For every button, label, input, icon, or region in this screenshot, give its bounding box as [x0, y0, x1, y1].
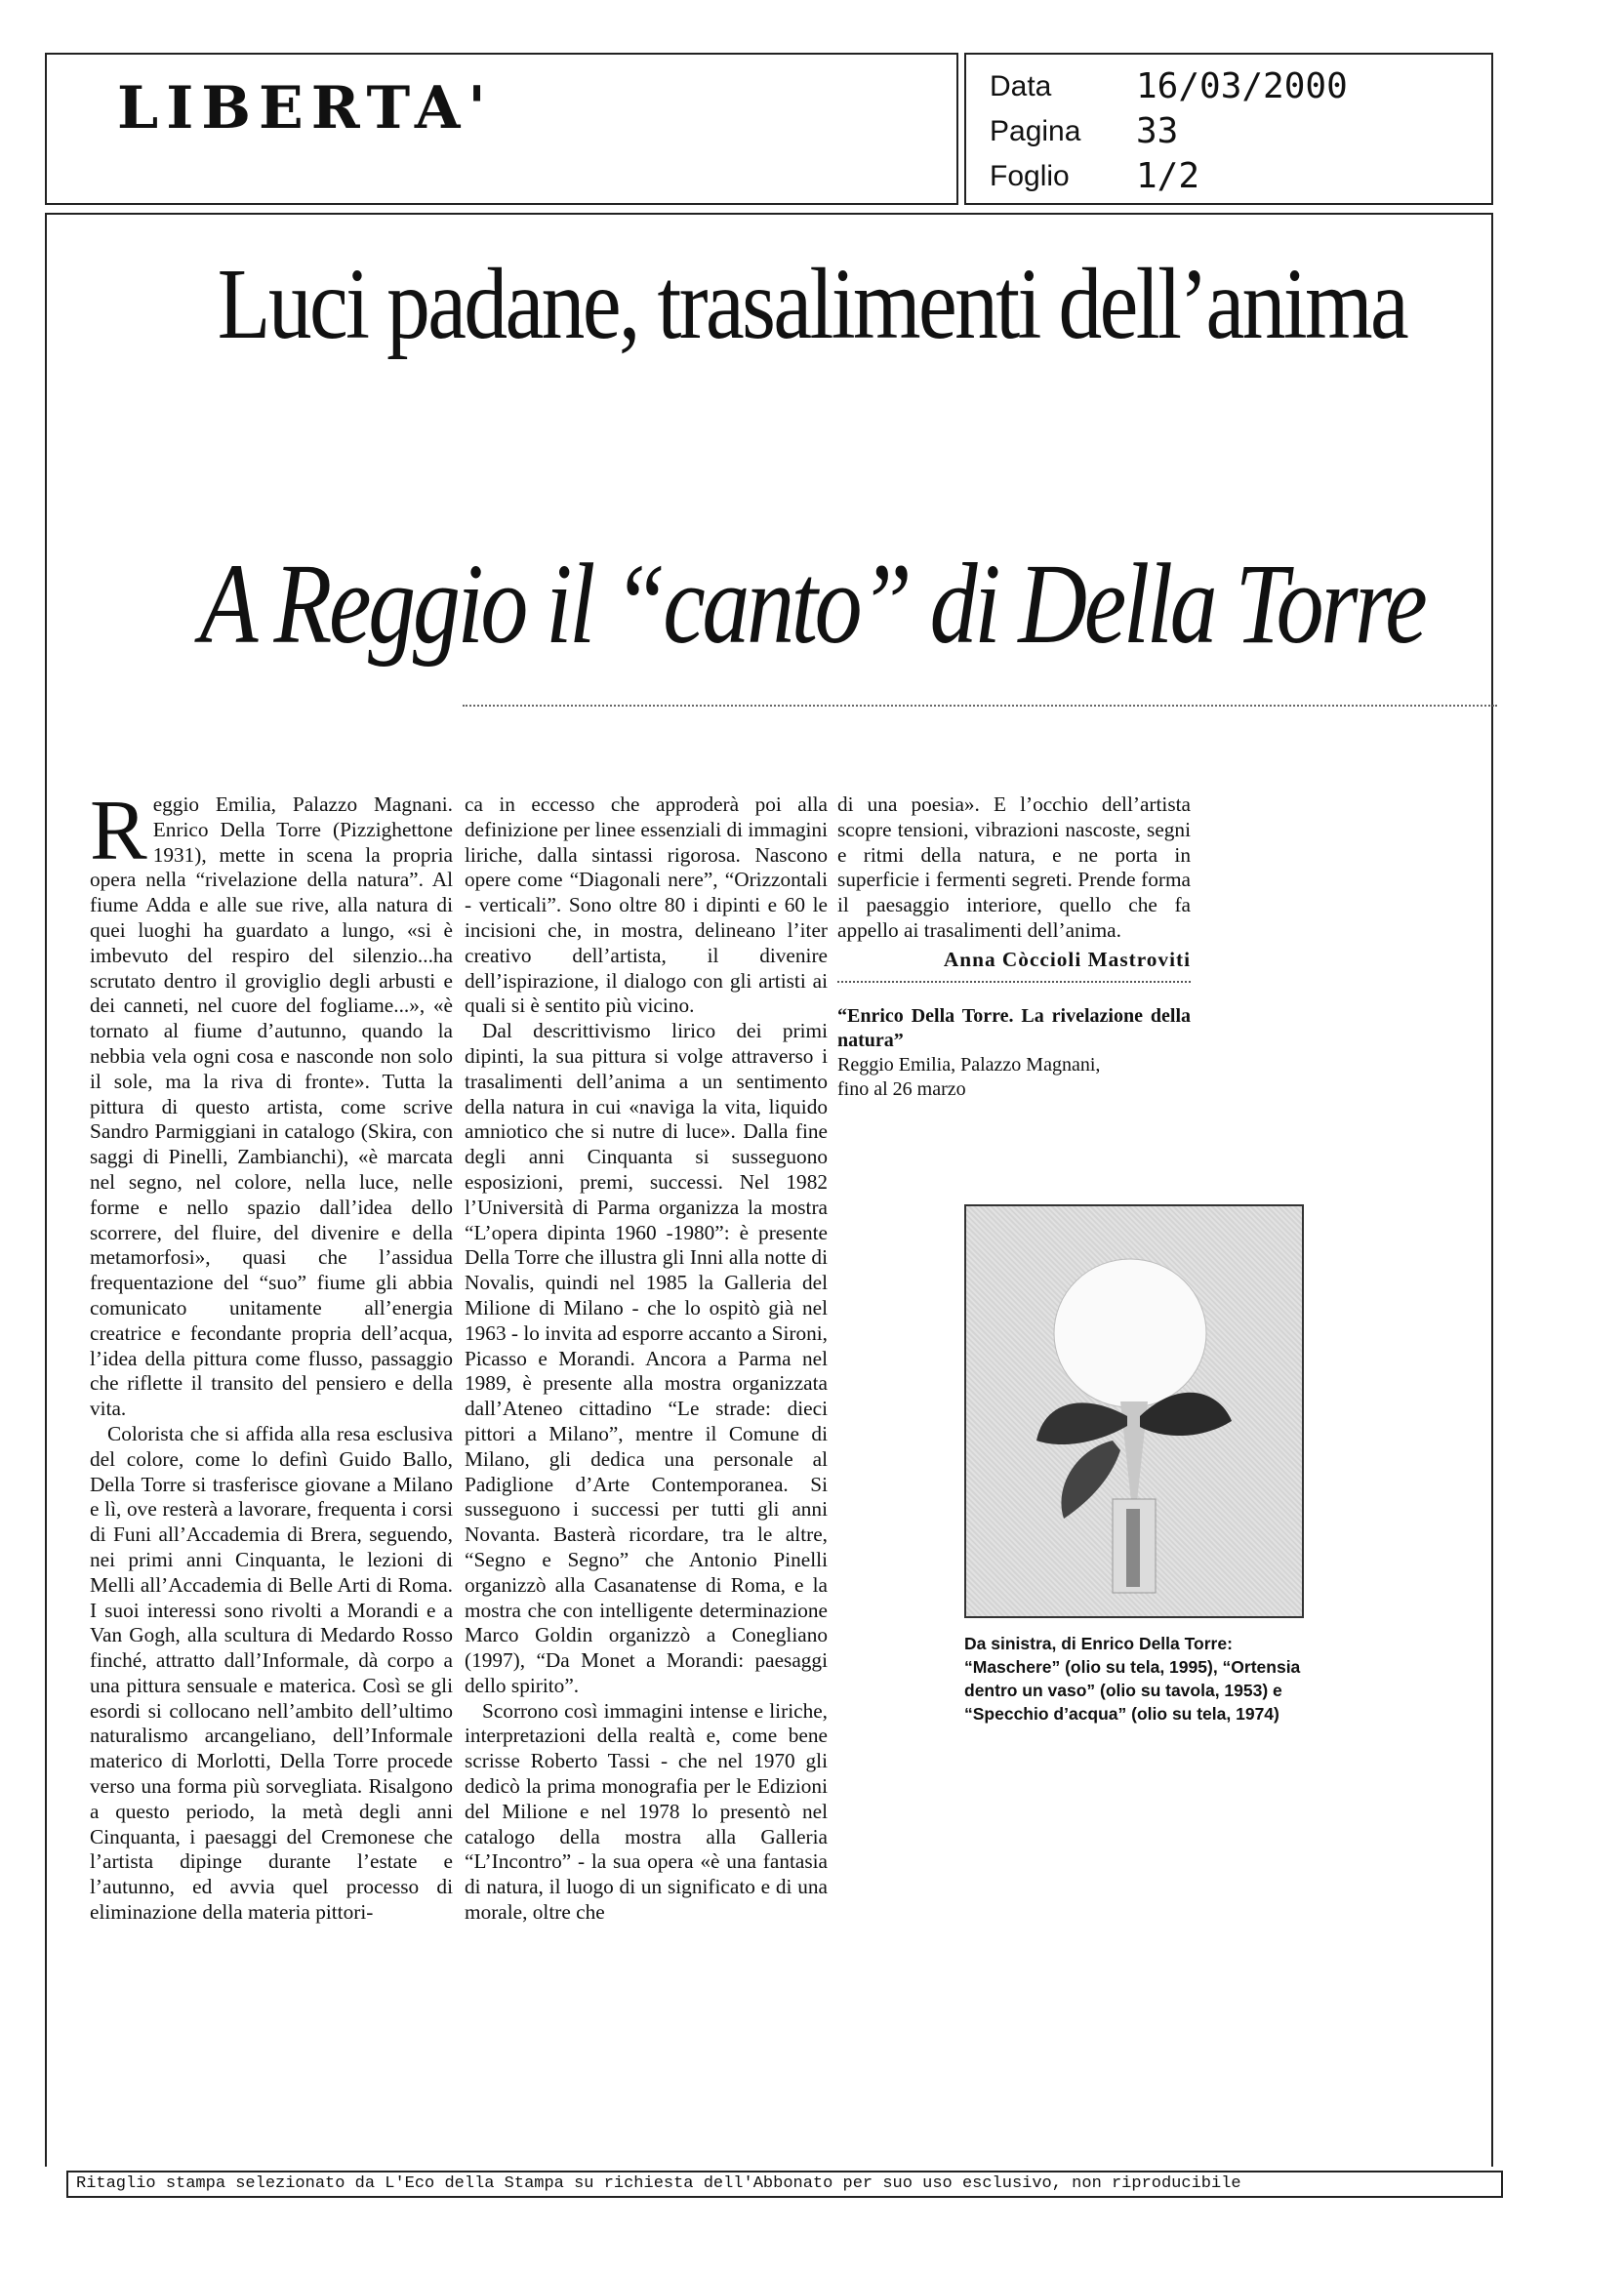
- paragraph: [90, 784, 453, 1422]
- divider: [463, 705, 1497, 707]
- clipping-notice: Ritaglio stampa selezionato da L'Eco della Stampa su richiesta dell'Abbonato per suo uso esclusivo, non riproducibile: [66, 2171, 1503, 2198]
- meta-key: Foglio: [990, 160, 1070, 192]
- column-3: [837, 792, 1191, 1102]
- paragraph: di una poesia». E l’occhio dell’artista scopre tensioni, vibrazioni nascoste, segni e ritmi della natura, e ne porta in superficie i fermenti segreti. Prende forma il paesaggio interiore, quello che fa appello ai trasalimenti dell’anima.: [837, 792, 1191, 942]
- masthead-logo: LIBERTA': [117, 74, 494, 142]
- exhibition-info: [837, 1004, 1191, 1102]
- flower-vase-image: [966, 1206, 1302, 1616]
- meta-box: [964, 53, 1493, 205]
- artwork-photo: [964, 1204, 1304, 1618]
- paragraph: Scorrono così immagini intense e liriche, interpretazioni della realtà e, come bene scrisse Roberto Tassi - che nel 1970 gli dedicò la prima monografia per le Edizioni del Milione e nel 1978 lo presentò nel catalogo della mostra alla Galleria “L’Incontro” - la sua opera «è una fantasia di natura, il luogo di un significato e di una morale, oltre che: [465, 1698, 828, 1925]
- exhibition-place: Reggio Emilia, Palazzo Magnani,: [837, 1053, 1101, 1076]
- meta-value: 1/2: [1136, 156, 1200, 196]
- photo-caption: Da sinistra, di Enrico Della Torre: “Maschere” (olio su tela, 1995), “Ortensia dentro un vaso” (olio su tavola, 1953) e “Specchio d’acqua” (olio su tela, 1974): [964, 1634, 1301, 1724]
- meta-key: Pagina: [990, 115, 1081, 147]
- divider: [837, 981, 1191, 983]
- exhibition-dates: fino al 26 marzo: [837, 1077, 966, 1100]
- author-byline: Anna Còccioli Mastroviti: [943, 947, 1191, 971]
- headline: Luci padane, trasalimenti dell’anima: [217, 248, 1407, 360]
- paragraph: ca in eccesso che approderà poi alla definizione per linee essenziali di immagini liriche, dalla sintassi rigorosa. Nascono opere come “Diagonali nere”, “Orizzontali - verticali”. Sono oltre 80 i dipinti e 60 le incisioni che, in mostra, delineano l’iter creativo dell’artista, il divenire dell’ispirazione, il dialogo con gli artisti ai quali si è sentito più vicino.: [465, 792, 828, 1018]
- meta-value: 33: [1136, 111, 1179, 151]
- meta-value: 16/03/2000: [1136, 66, 1348, 106]
- drop-cap: R: [90, 784, 147, 878]
- exhibition-title: “Enrico Della Torre. La rivelazione della natura”: [837, 1004, 1191, 1051]
- paragraph-text: eggio Emilia, Palazzo Magnani. Enrico Della Torre (Pizzighettone 1931), mette in scena la propria opera nella “rivelazione della natura”. Al fiume Adda e alle sue rive, alla natura di quei luoghi ha guardato a lungo, «si è imbevuto del respiro del silenzio...ha scrutato dentro il groviglio degli arbusti e dei canneti, nel cuore del fogliame...», «è tornato al fiume d’autunno, quando la nebbia vela ogni cosa e nasconde non solo il sole, ma la riva di fronte». Tutta la pittura di questo artista, come scrive Sandro Parmiggiani in catalogo (Skira, con saggi di Pinelli, Zambianchi), «è marcata nel segno, nel colore, nella luce, nelle forme e nello spazio dall’idea dello scorrere, del fluire, del divenire e della metamorfosi», quasi che l’assidua frequentazione del “suo” fiume gli abbia comunicato unitamente all’energia creatrice e fecondante propria dell’acqua, l’idea della pittura come flusso, passaggio che riflette il transito del pensiero e della vita.: [90, 792, 453, 1421]
- paragraph: Dal descrittivismo lirico dei primi dipinti, la sua pittura si volge attraverso i trasalimenti dell’anima a un sentimento della natura in cui «naviga la vita, liquido amniotico che si nutre di luce». Dalla fine degli anni Cinquanta si susseguono esposizioni, premi, successi. Nel 1982 l’Università di Parma organizza la mostra “L’opera dipinta 1960 -1980”: è presente Della Torre che illustra gli Inni alla notte di Novalis, quindi nel 1985 la Galleria del Milione di Milano - che lo ospitò già nel 1963 - lo invita ad esporre accanto a Sironi, Picasso e Morandi. Ancora a Parma nel 1989, è presente alla mostra organizzata dall’Ateneo cittadino “Le strade: dieci pittori a Milano”, mentre il Comune di Milano, gli dedica una personale al Padiglione d’Arte Contemporanea. Si susseguono i successi per tutti gli anni Novanta. Basterà ricordare, tra le altre, “Segno e Segno” che Antonio Pinelli organizzò alla Casanatense di Roma, e la mostra che con intelligente determinazione Marco Goldin organizzò a Conegliano (1997), “Da Monet a Morandi: paesaggi dello spirito”.: [465, 1019, 828, 1697]
- column-1: [90, 784, 453, 1926]
- meta-key: Data: [990, 70, 1052, 102]
- subhead: A Reggio il “canto” di Della Torre: [199, 540, 1425, 668]
- masthead-box: [45, 53, 958, 205]
- paragraph: Colorista che si affida alla resa esclusiva del colore, come lo definì Guido Ballo, Della Torre si trasferisce giovane a Milano e lì, ove resterà a lavorare, frequenta i corsi di Funi all’Accademia di Brera, seguendo, nei primi anni Cinquanta, le lezioni di Melli all’Accademia di Belle Arti di Roma. I suoi interessi sono rivolti a Morandi e a Van Gogh, alla scultura di Medardo Rosso finché, attratto dall’Informale, dà corpo a una pittura sensuale e materica. Così se gli esordi si collocano nell’ambito dell’ultimo naturalismo arcangeliano, dell’Informale materico di Morlotti, Della Torre procede verso una forma più sorvegliata. Risalgono a questo periodo, la metà degli anni Cinquanta, i paesaggi del Cremonese che l’artista dipinge durante l’estate e l’autunno, ed avvia quel processo di eliminazione della materia pittori-: [90, 1421, 453, 1925]
- column-2: [465, 792, 828, 1926]
